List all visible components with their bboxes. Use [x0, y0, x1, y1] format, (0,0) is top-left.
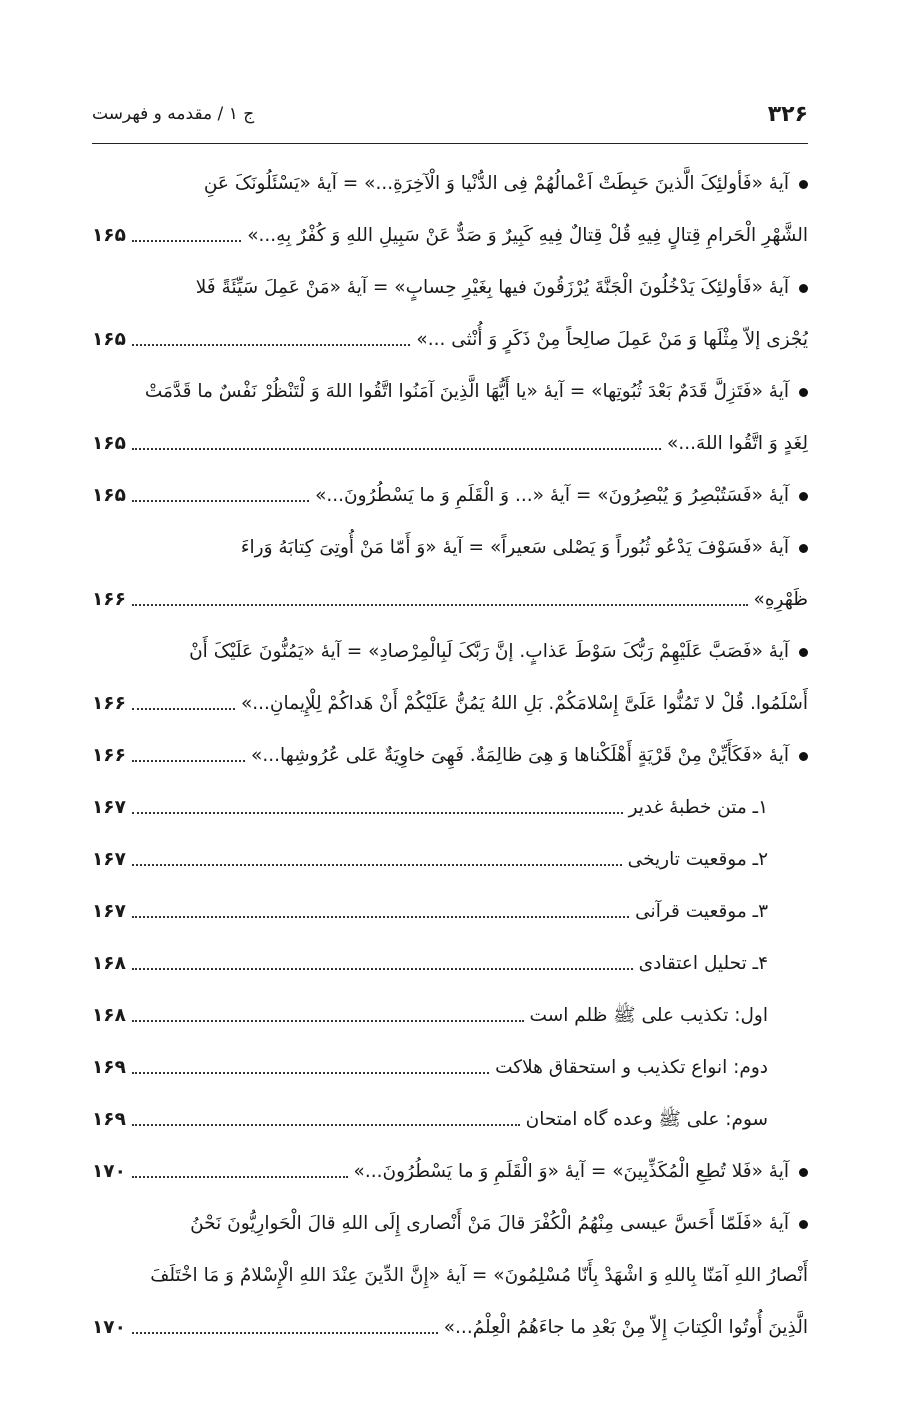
index-line [92, 1302, 808, 1354]
entry-text: آیهٔ «فَلَمّا أَحَسَّ عیسی مِنْهُمُ الْکُفْرَ قالَ مَنْ أَنْصاری إِلَی اللهِ قالَ الْحَوارِیُّونَ نَحْنُ [190, 1213, 789, 1234]
leader-dots [132, 864, 622, 866]
bullet-icon [799, 284, 808, 293]
entry-text: ۴ـ تحلیل اعتقادی [638, 953, 768, 974]
index-line [92, 730, 808, 782]
leader-dots [132, 1072, 489, 1074]
bullet-icon [799, 648, 808, 657]
page-ref: ۱۶۵ [92, 329, 126, 350]
bullet-icon [799, 544, 808, 553]
running-title: ج ۱ / مقدمه و فهرست [92, 104, 255, 124]
entry-text: آیهٔ «فَسَوْفَ یَدْعُو ثُبُوراً وَ یَصْلی سَعیراً» = آیهٔ «وَ أَمّا مَنْ أُوتِیَ کِتابَهُ وَراءَ [240, 537, 789, 558]
page-ref: ۱۶۸ [92, 953, 126, 974]
page-ref: ۱۶۷ [92, 849, 126, 870]
page-ref: ۱۶۹ [92, 1057, 126, 1078]
entry-text: ۲ـ موقعیت تاریخی [627, 849, 768, 870]
entry-text: لِغَدٍ وَ اتَّقُوا اللهَ...» [667, 433, 808, 454]
entry-text: ظَهْرِهِ» [753, 589, 808, 610]
page-ref: ۱۷۰ [92, 1161, 126, 1182]
page-ref: ۱۷۰ [92, 1317, 126, 1338]
leader-dots [132, 500, 309, 502]
leader-dots [132, 1124, 520, 1126]
entry-text: ۳ـ موقعیت قرآنی [635, 901, 768, 922]
index-line [92, 418, 808, 470]
entry-text: الشَّهْرِ الْحَرامِ قِتالٍ فِیهِ قُلْ قِتالٌ فِیهِ کَبِیرٌ وَ صَدٌّ عَنْ سَبِیلِ اللهِ وَ کُفْرٌ بِهِ...» [247, 225, 808, 246]
leader-dots [132, 1176, 348, 1178]
entry-text: یُجْزی إلاّ مِثْلَها وَ مَنْ عَمِلَ صالِحاً مِنْ ذَکَرٍ وَ أُنْثی ...» [416, 329, 808, 350]
page-ref: ۱۶۹ [92, 1109, 126, 1130]
page-ref: ۱۶۶ [92, 589, 126, 610]
bullet-icon [799, 388, 808, 397]
leader-dots [132, 760, 245, 762]
page-ref: ۱۶۵ [92, 225, 126, 246]
entry-text: آیهٔ «فَأولئِکَ یَدْخُلُونَ الْجَنَّةَ یُرْزَقُونَ فیها بِغَیْرِ حِسابٍ» = آیهٔ «مَنْ عَمِلَ سَیِّئَةً فَلا [195, 277, 789, 298]
index-line [92, 886, 808, 938]
index-line [92, 782, 808, 834]
entry-text: ۱ـ متن خطبهٔ غدیر [628, 797, 768, 818]
header-rule [92, 143, 808, 144]
index-content [92, 158, 808, 1354]
index-line [92, 314, 808, 366]
page-ref: ۱۶۶ [92, 745, 126, 766]
index-line [92, 990, 808, 1042]
entry-text: آیهٔ «فَصَبَّ عَلَیْهِمْ رَبُّکَ سَوْطَ عَذابٍ. إنَّ رَبَّکَ لَبِالْمِرْصادِ» = آیهٔ «یَمُنُّونَ عَلَیْکَ أَنْ [189, 641, 789, 662]
index-line [92, 1250, 808, 1302]
index-line [92, 366, 808, 418]
page-ref: ۱۶۷ [92, 797, 126, 818]
leader-dots [132, 1332, 438, 1334]
entry-text: أَسْلَمُوا. قُلْ لا تَمُنُّوا عَلَیَّ إِسْلامَکُمْ. بَلِ اللهُ یَمُنُّ عَلَیْکُمْ أَنْ هَداکُمْ لِلْإِیمانِ...» [240, 693, 808, 714]
leader-dots [132, 708, 235, 710]
index-line [92, 938, 808, 990]
bullet-icon [799, 752, 808, 761]
page-ref: ۱۶۸ [92, 1005, 126, 1026]
entry-text: آیهٔ «فَلا تُطِعِ الْمُکَذِّبِینَ» = آیهٔ «وَ الْقَلَمِ وَ ما یَسْطُرُونَ...» [353, 1161, 789, 1182]
leader-dots [132, 812, 623, 814]
entry-text: آیهٔ «فَکَأَیِّنْ مِنْ قَرْیَةٍ أَهْلَکْناها وَ هِیَ ظالِمَةٌ. فَهِیَ خاوِیَةٌ عَلی عُرُوشِها...» [251, 745, 789, 766]
leader-dots [132, 344, 411, 346]
leader-dots [132, 968, 633, 970]
bullet-icon [799, 1220, 808, 1229]
page-number: ۳۲۶ [767, 101, 808, 127]
entry-text: دوم: انواع تکذیب و استحقاق هلاکت [495, 1057, 768, 1078]
leader-dots [132, 604, 748, 606]
index-line [92, 262, 808, 314]
bullet-icon [799, 1168, 808, 1177]
leader-dots [132, 448, 661, 450]
index-line [92, 834, 808, 886]
entry-text: الَّذِینَ أُوتُوا الْکِتابَ إِلاّ مِنْ بَعْدِ ما جاءَهُمُ الْعِلْمُ...» [443, 1317, 808, 1338]
page-header [92, 96, 808, 132]
index-line [92, 1042, 808, 1094]
bullet-icon [799, 180, 808, 189]
index-line [92, 678, 808, 730]
page-ref: ۱۶۵ [92, 433, 126, 454]
index-line [92, 1094, 808, 1146]
index-line [92, 210, 808, 262]
index-line [92, 522, 808, 574]
leader-dots [132, 916, 629, 918]
index-line [92, 574, 808, 626]
entry-text: اول: تکذیب علی ﷺ ظلم است [529, 1005, 768, 1026]
bullet-icon [799, 492, 808, 501]
entry-text: أَنْصارُ اللهِ آمَنّا بِاللهِ وَ اشْهَدْ بِأَنّا مُسْلِمُونَ» = آیهٔ «إِنَّ الدِّینَ عِنْدَ اللهِ الْإِسْلامُ وَ مَا اخْتَلَفَ [150, 1265, 808, 1286]
entry-text: آیهٔ «فَسَتُبْصِرُ وَ یُبْصِرُونَ» = آیهٔ «... وَ الْقَلَمِ وَ ما یَسْطُرُونَ...» [315, 485, 789, 506]
entry-text: آیهٔ «فَأولئِکَ الَّذینَ حَبِطَتْ اَعْمالُهُمْ فِی الدُّنْیا وَ الْآخِرَةِ...» = آیهٔ «یَسْئَلُونَکَ عَنِ [203, 173, 789, 194]
entry-text: آیهٔ «فَتَزِلَّ قَدَمٌ بَعْدَ ثُبُوتِها» = آیهٔ «یا أَیُّهَا الَّذِینَ آمَنُوا اتَّقُوا اللهَ وَ لْتَنْظُرْ نَفْسٌ ما قَدَّمَتْ [144, 381, 789, 402]
index-line [92, 470, 808, 522]
page-ref: ۱۶۶ [92, 693, 126, 714]
index-line [92, 1198, 808, 1250]
leader-dots [132, 240, 241, 242]
index-line [92, 1146, 808, 1198]
leader-dots [132, 1020, 524, 1022]
page-ref: ۱۶۵ [92, 485, 126, 506]
entry-text: سوم: علی ﷺ وعده گاه امتحان [525, 1109, 768, 1130]
page-ref: ۱۶۷ [92, 901, 126, 922]
index-line [92, 626, 808, 678]
index-line [92, 158, 808, 210]
